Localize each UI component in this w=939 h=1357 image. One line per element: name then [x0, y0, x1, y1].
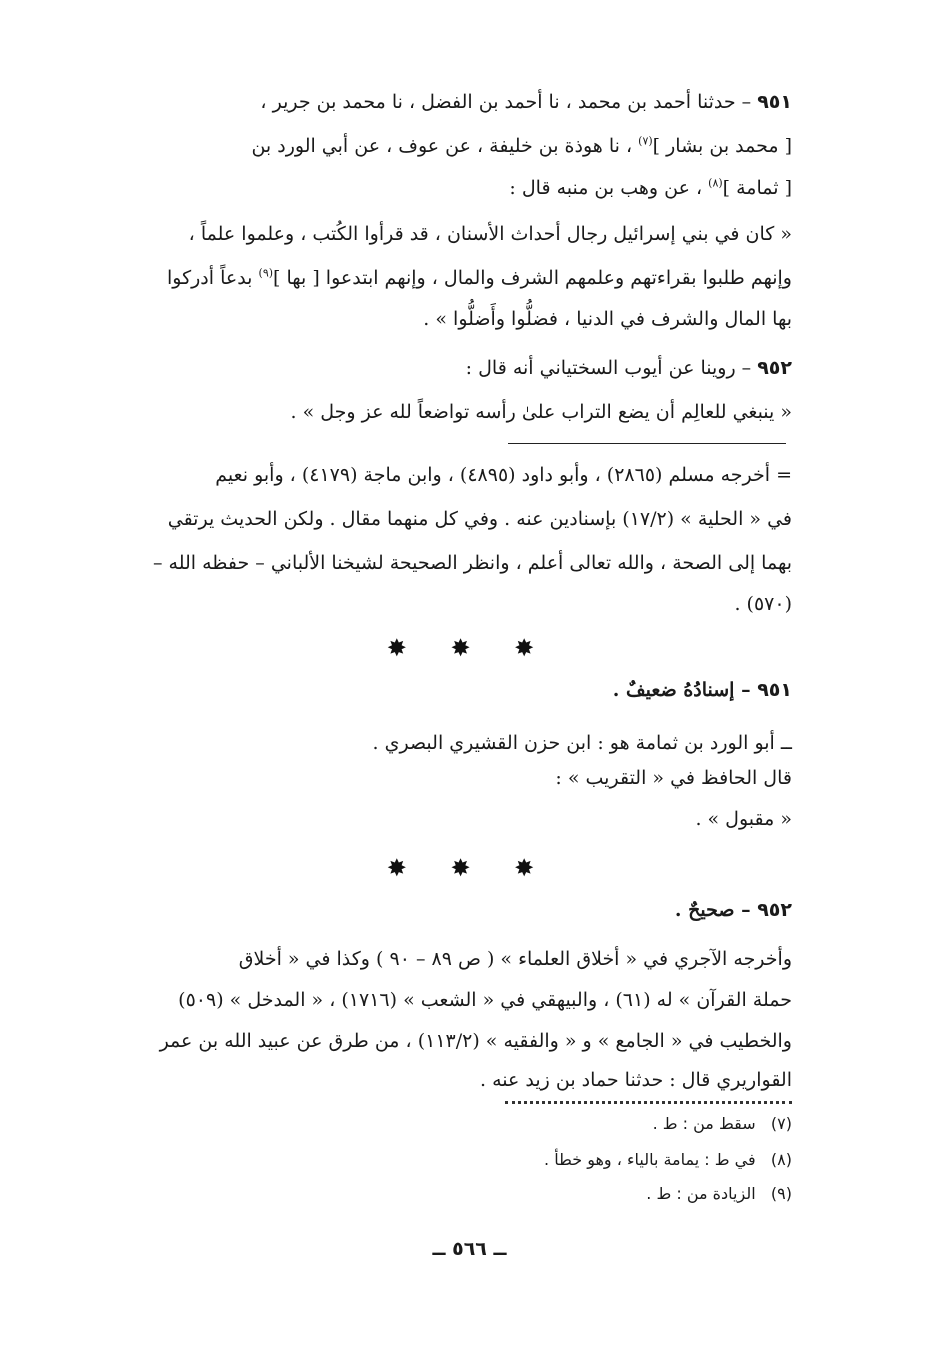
entry-951-line-2: [ محمد بن بشار ]$^{(٧)}$ ، نا هوذة بن خليفة ، عن عوف ، عن أبي الورد بن — [251, 134, 792, 157]
entry-951-quote-2: وإنهم طلبوا بقراءتهم وعلمهم الشرف والمال ، وإنهم ابتدعوا [ بها ]$^{(٩)}$ بدعاً أدركوا — [166, 266, 792, 289]
takhrij-line-4: (٥٧٠) . — [734, 593, 792, 615]
footnote-ref: (٧) — [638, 134, 653, 148]
entry-number: ٩٥٢ — [757, 357, 792, 379]
entry-951-line-3: [ ثمامة ]$^{(٨)}$ ، عن وهب بن منبه قال : — [509, 176, 792, 199]
grade-952-title: ٩٥٢ – صحيحٌ . — [674, 899, 792, 921]
footnote-9: (٩) الزيادة من : ط . — [646, 1184, 792, 1203]
takhrij-line-2: في « الحلية » (١٧/٢) بإسنادين عنه . وفي كل منهما مقال . ولكن الحديث يرتقي — [167, 508, 792, 530]
footnote-7: (٧) سقط من : ط . — [652, 1114, 792, 1133]
entry-951-line-1: ٩٥١ – حدثنا أحمد بن محمد ، نا أحمد بن الفضل ، نا محمد بن جرير ، — [260, 91, 792, 113]
footnote-ref: (٩) — [258, 266, 274, 280]
footnote-ref: (٨) — [708, 176, 723, 190]
entry-number: ٩٥١ — [757, 91, 792, 113]
entry-number: ٩٥٢ — [757, 899, 792, 921]
footnote-dotted-divider — [505, 1101, 792, 1104]
grade-952-line-1: وأخرجه الآجري في « أخلاق العلماء » ( ص ٨٩ – ٩٠ ) وكذا في « أخلاق — [238, 948, 792, 970]
grade-952-line-4: القواريري قال : حدثنا حماد بن زيد عنه . — [480, 1069, 792, 1091]
entry-number: ٩٥١ — [757, 679, 792, 701]
takhrij-line-3: بهما إلى الصحة ، والله تعالى أعلم ، وانظر الصحيحة لشيخنا الألباني – حفظه الله – — [152, 552, 792, 574]
grade-952-line-2: حملة القرآن » له (٦١) ، والبيهقي في « الشعب » (١٧١٦) ، « المدخل » (٥٠٩) — [178, 989, 792, 1011]
entry-952-quote: « ينبغي للعالِم أن يضع التراب علىٰ رأسه تواضعاً لله عز وجل » . — [290, 401, 792, 423]
grade-952-line-3: والخطيب في « الجامع » و « والفقيه » (١١٣/٢) ، من طرق عن عبيد الله بن عمر — [159, 1030, 792, 1052]
grade-951-title: ٩٥١ – إسنادُهُ ضعيفٌ . — [612, 679, 792, 701]
page-number: ــ ٥٦٦ ــ — [432, 1238, 507, 1260]
section-separator: ✸ ✸ ✸ — [386, 634, 553, 662]
grade-951-line-1: ــ أبو الورد بن ثمامة هو : ابن حزن القشيري البصري . — [372, 732, 792, 754]
entry-952-line-1: ٩٥٢ – روينا عن أيوب السختياني أنه قال : — [465, 357, 792, 379]
entry-951-quote-3: بها المال والشرف في الدنيا ، فضلُّوا وأَضلُّوا » . — [423, 308, 792, 330]
footnote-8: (٨) في ط : يمامة بالياء ، وهو خطأ . — [544, 1150, 792, 1169]
section-separator: ✸ ✸ ✸ — [386, 854, 553, 882]
grade-951-line-3: « مقبول » . — [695, 808, 792, 830]
grade-951-line-2: قال الحافظ في « التقريب » : — [555, 767, 792, 789]
entry-951-quote-1: « كان في بني إسرائيل رجال أحداث الأسنان ، قد قرأوا الكُتب ، وعلموا علماً ، — [188, 223, 792, 245]
footnote-divider — [508, 443, 786, 444]
takhrij-line-1: = أخرجه مسلم (٢٨٦٥) ، وأبو داود (٤٨٩٥) ، وابن ماجة (٤١٧٩) ، وأبو نعيم — [215, 464, 792, 486]
